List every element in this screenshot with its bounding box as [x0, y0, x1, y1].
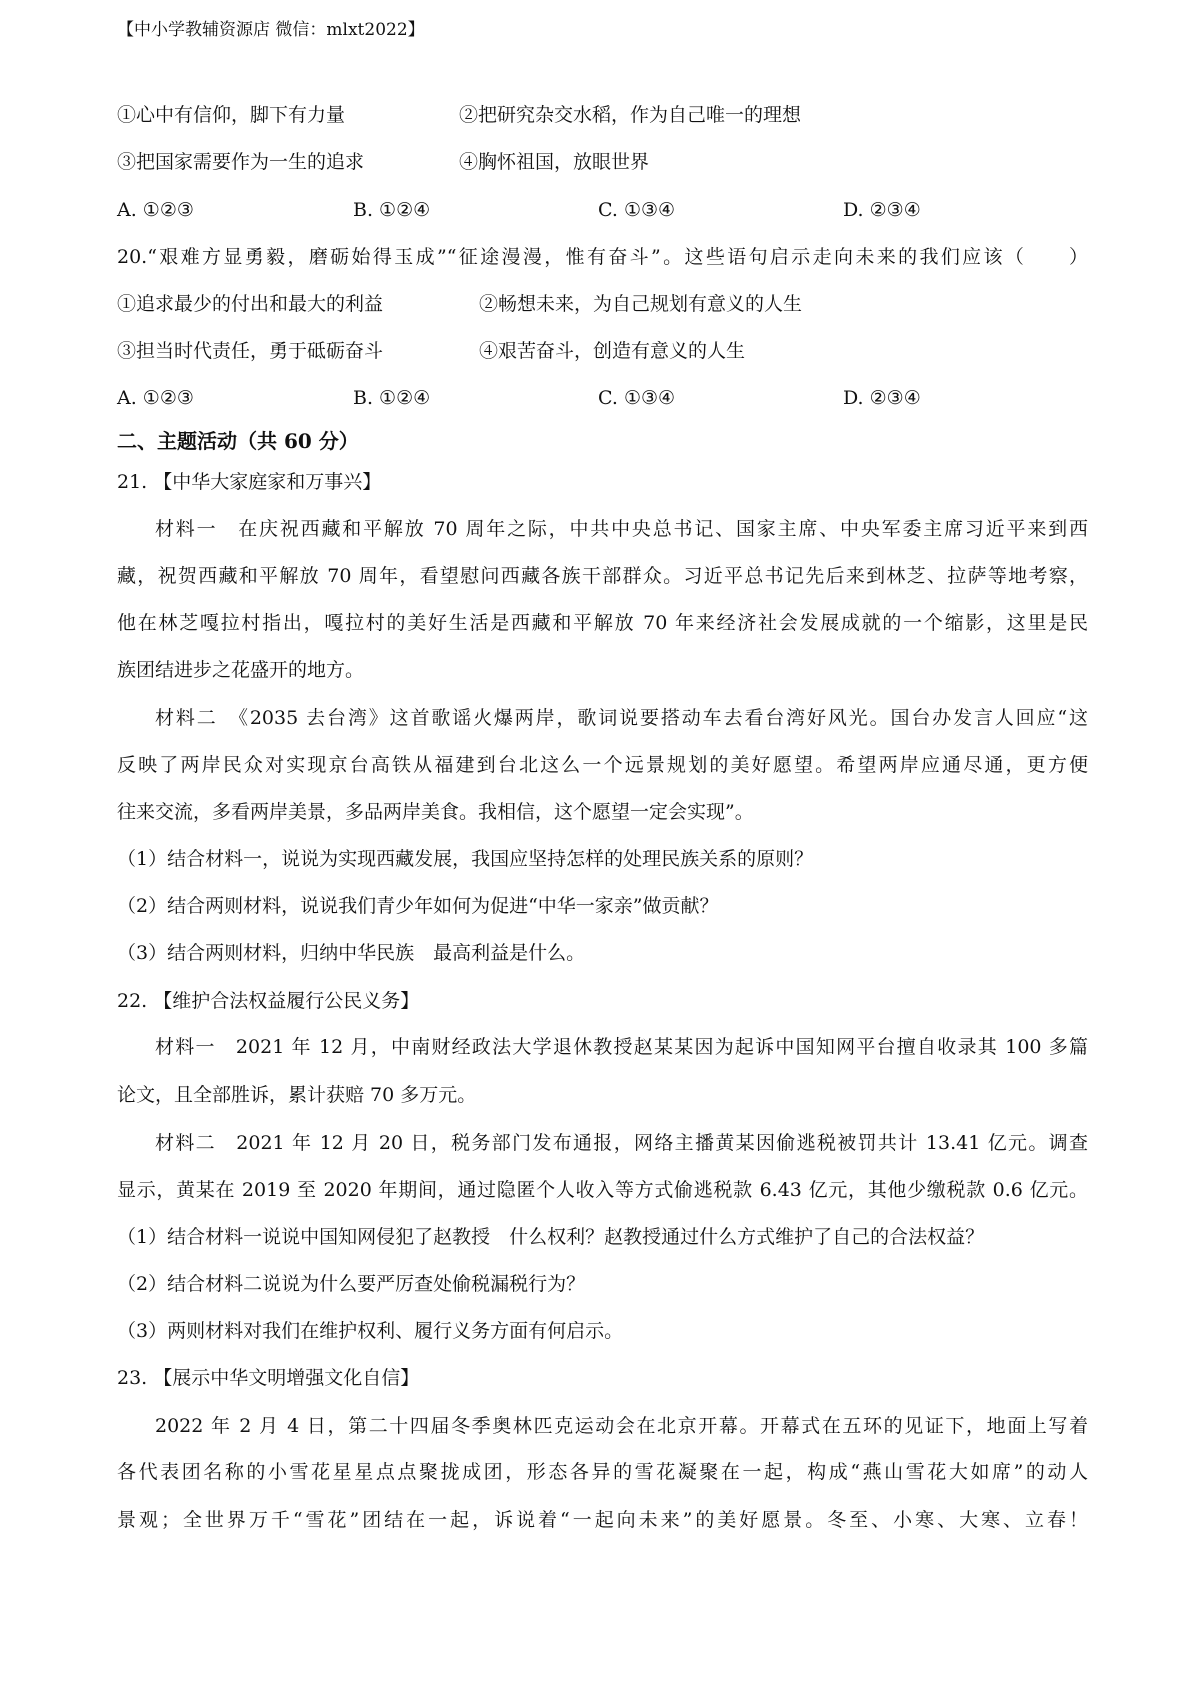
q20-choice-d: D. ②③④	[843, 387, 921, 409]
q21-material-line: 藏，祝贺西藏和平解放 70 周年，看望慰问西藏各族干部群众。习近平总书记先后来到林芝、拉萨等地考察，	[117, 565, 1088, 587]
q19-statement: ②把研究杂交水稻，作为自己唯一的理想	[459, 104, 802, 126]
q20-choice-c: C. ①③④	[598, 387, 676, 409]
q19-choice-a: A. ①②③	[117, 199, 194, 221]
q23-material-line: 2022 年 2 月 4 日，第二十四届冬季奥林匹克运动会在北京开幕。开幕式在五环的见证下，地面上写着	[155, 1415, 1088, 1437]
page-header-watermark: 【中小学教辅资源店 微信：mlxt2022】	[117, 20, 425, 40]
q21-question: （2）结合两则材料，说说我们青少年如何为促进“中华一家亲”做贡献？	[117, 895, 719, 917]
q20-statement: ③担当时代责任，勇于砥砺奋斗	[117, 340, 384, 362]
q21-material-line: 他在林芝嘎拉村指出，嘎拉村的美好生活是西藏和平解放 70 年来经济社会发展成就的一个缩影，这里是民	[117, 612, 1088, 634]
q21-material-line: 材料二 《2035 去台湾》这首歌谣火爆两岸，歌词说要搭动车去看台湾好风光。国台办发言人回应“这	[155, 707, 1088, 729]
q22-question: （2）结合材料二说说为什么要严厉查处偷税漏税行为？	[117, 1273, 586, 1295]
q21-question: （1）结合材料一，说说为实现西藏发展，我国应坚持怎样的处理民族关系的原则？	[117, 848, 814, 870]
q22-material-line: 显示，黄某在 2019 至 2020 年期间，通过隐匿个人收入等方式偷逃税款 6.43 亿元，其他少缴税款 0.6 亿元。	[117, 1179, 1088, 1201]
q21-material-line: 材料一 在庆祝西藏和平解放 70 周年之际，中共中央总书记、国家主席、中央军委主席习近平来到西	[155, 518, 1088, 540]
q23-title: 23. 【展示中华文明增强文化自信】	[117, 1367, 420, 1389]
q20-statement: ①追求最少的付出和最大的利益	[117, 293, 384, 315]
q22-question: （3）两则材料对我们在维护权利、履行义务方面有何启示。	[117, 1320, 624, 1342]
q22-question: （1）结合材料一说说中国知网侵犯了赵教授 什么权利？赵教授通过什么方式维护了自己的合法权益？	[117, 1226, 985, 1248]
q21-material-line: 族团结进步之花盛开的地方。	[117, 659, 365, 681]
q21-material-line: 反映了两岸民众对实现京台高铁从福建到台北这么一个远景规划的美好愿望。希望两岸应通尽通，更方便	[117, 754, 1088, 776]
section-title: 二、主题活动（共 60 分）	[117, 429, 359, 453]
q20-statement: ④艰苦奋斗，创造有意义的人生	[479, 340, 746, 362]
q19-statement: ④胸怀祖国，放眼世界	[459, 151, 650, 173]
q19-choice-b: B. ①②④	[353, 199, 431, 221]
q19-statement: ③把国家需要作为一生的追求	[117, 151, 365, 173]
q21-material-line: 往来交流，多看两岸美景，多品两岸美食。我相信，这个愿望一定会实现”。	[117, 801, 754, 823]
q22-material-line: 材料一 2021 年 12 月，中南财经政法大学退休教授赵某某因为起诉中国知网平台擅自收录其 100 多篇	[155, 1036, 1088, 1058]
q22-title: 22. 【维护合法权益履行公民义务】	[117, 990, 420, 1012]
q20-statement: ②畅想未来，为自己规划有意义的人生	[479, 293, 803, 315]
q21-question: （3）结合两则材料，归纳中华民族 最高利益是什么。	[117, 942, 586, 964]
q20-stem: 20.“艰难方显勇毅，磨砺始得玉成”“征途漫漫，惟有奋斗”。这些语句启示走向未来的我们应该（ ）	[117, 246, 1088, 268]
q20-choice-b: B. ①②④	[353, 387, 431, 409]
q23-material-line: 各代表团名称的小雪花星星点点聚拢成团，形态各异的雪花凝聚在一起，构成“燕山雪花大如席”的动人	[117, 1461, 1088, 1483]
q21-title: 21. 【中华大家庭家和万事兴】	[117, 471, 382, 493]
q19-choice-d: D. ②③④	[843, 199, 921, 221]
q23-material-line: 景观；全世界万千“雪花”团结在一起，诉说着“一起向未来”的美好愿景。冬至、小寒、大寒、立春！	[117, 1509, 1088, 1531]
q22-material-line: 论文，且全部胜诉，累计获赔 70 多万元。	[117, 1084, 477, 1106]
q19-statement: ①心中有信仰，脚下有力量	[117, 104, 346, 126]
q19-choice-c: C. ①③④	[598, 199, 676, 221]
q22-material-line: 材料二 2021 年 12 月 20 日，税务部门发布通报，网络主播黄某因偷逃税被罚共计 13.41 亿元。调查	[155, 1132, 1088, 1154]
q20-choice-a: A. ①②③	[117, 387, 194, 409]
